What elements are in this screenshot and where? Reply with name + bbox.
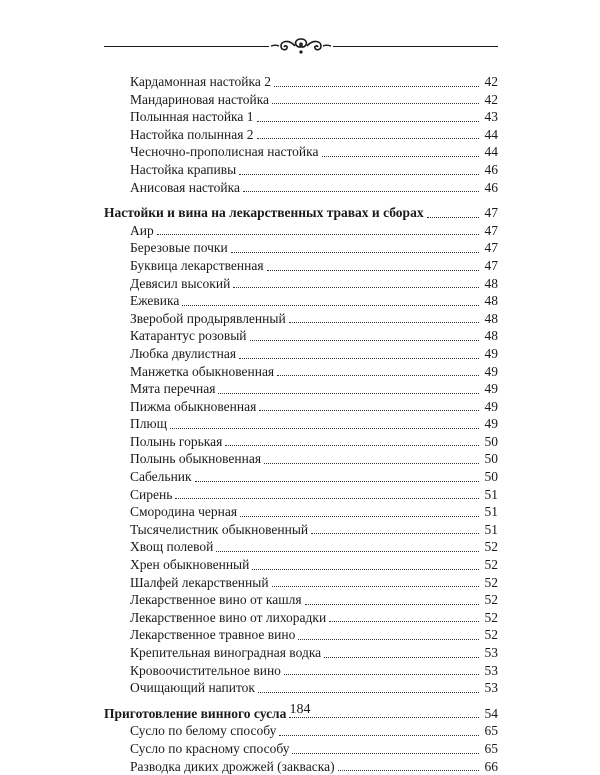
entry-page-number: 51 [484,486,498,502]
section-page-number: 54 [484,705,498,721]
toc-entry [104,126,498,144]
toc-entry [104,398,498,416]
entry-title: Кровоочистительное вино [130,662,281,678]
toc-entry [104,415,498,433]
entry-title: Полынь горькая [130,433,223,449]
entry-page-number: 47 [484,257,498,273]
toc-entry [104,662,498,680]
dot-leader [272,103,479,104]
entry-title: Сирень [130,486,173,502]
entry-page-number: 46 [484,161,498,177]
dot-leader [311,533,479,534]
toc-entry [104,556,498,574]
entry-page-number: 52 [484,592,498,608]
entry-page-number: 47 [484,240,498,256]
toc-entry [104,486,498,504]
dot-leader [277,375,479,376]
dot-leader [257,138,479,139]
toc-entry [104,143,498,161]
entry-title: Хрен обыкновенный [130,557,250,573]
section-title: Приготовление винного сусла [104,705,287,721]
entry-title: Очищающий напиток [130,680,255,696]
toc-entry [104,380,498,398]
entry-title: Хвощ полевой [130,539,214,555]
dot-leader [239,358,479,359]
dot-leader [258,692,479,693]
entry-title: Девясил высокий [130,275,231,291]
toc-entry [104,591,498,609]
toc-entry [104,538,498,556]
dot-leader [322,156,479,157]
dot-leader [231,252,479,253]
dot-leader [272,586,479,587]
entry-title: Ежевика [130,293,180,309]
entry-page-number: 47 [484,222,498,238]
dot-leader [257,121,479,122]
entry-title: Настойка полынная 2 [130,126,254,142]
toc-section-heading [104,204,498,222]
dot-leader [264,463,479,464]
entry-title: Березовые почки [130,240,228,256]
entry-page-number: 53 [484,645,498,660]
dot-leader [216,551,479,552]
entry-page-number: 42 [484,74,498,89]
toc-entry [104,310,498,328]
entry-page-number: 48 [484,310,498,326]
dot-leader [267,270,479,271]
entry-page-number: 52 [484,609,498,625]
entry-title: Пижма обыкновенная [130,398,257,414]
dot-leader [279,735,479,736]
dot-leader [233,287,479,288]
dot-leader [195,481,479,482]
entry-title: Настойка крапивы [130,161,237,177]
entry-page-number: 52 [484,627,498,643]
entry-page-number: 49 [484,381,498,397]
entry-title: Катарантус розовый [130,328,247,344]
toc-entry [104,758,498,775]
section-title: Настойки и вина на лекарственных травах и сборах [104,205,424,221]
dot-leader [329,621,479,622]
entry-page-number: 49 [484,363,498,379]
toc-entry [104,275,498,293]
dot-leader [239,174,479,175]
dot-leader [338,770,479,771]
entry-title: Полынная настойка 1 [130,109,254,125]
entry-title: Шалфей лекарственный [130,574,269,590]
entry-title: Крепительная виноградная водка [130,645,322,660]
toc-entry [104,327,498,345]
entry-page-number: 53 [484,662,498,678]
toc-entry [104,292,498,310]
entry-page-number: 42 [484,91,498,107]
dot-leader [259,410,479,411]
dot-leader [324,657,479,658]
toc-entry [104,73,498,91]
toc-entry [104,574,498,592]
toc-entry [104,722,498,740]
dot-leader [427,217,479,218]
entry-title: Зверобой продырявленный [130,310,286,326]
toc-entry [104,433,498,451]
entry-page-number: 65 [484,723,498,739]
entry-title: Лекарственное травное вино [130,627,296,643]
entry-title: Полынь обыкновенная [130,451,262,467]
entry-title: Буквица лекарственная [130,257,264,273]
dot-leader [284,674,479,675]
page-number: 184 [289,702,311,717]
toc-entry [104,609,498,627]
dot-leader [250,340,479,341]
entry-page-number: 48 [484,328,498,344]
toc-entry [104,644,498,662]
entry-title: Сусло по белому способу [130,723,277,739]
toc-entry [104,239,498,257]
entry-title: Плющ [130,416,167,432]
dot-leader [305,604,479,605]
entry-title: Аир [130,222,154,238]
entry-page-number: 49 [484,345,498,361]
toc-entry [104,363,498,381]
entry-page-number: 49 [484,416,498,432]
dot-leader [252,569,479,570]
entry-page-number: 44 [484,126,498,142]
toc-entry [104,740,498,758]
toc-entry [104,503,498,521]
entry-page-number: 49 [484,398,498,414]
toc-entry [104,450,498,468]
entry-title: Сусло по красному способу [130,740,290,756]
entry-page-number: 50 [484,469,498,485]
entry-page-number: 43 [484,109,498,125]
entry-page-number: 53 [484,680,498,696]
entry-title: Любка двулистная [130,345,237,361]
dot-leader [274,86,479,87]
entry-page-number: 65 [484,740,498,756]
entry-page-number: 52 [484,557,498,573]
entry-page-number: 50 [484,451,498,467]
toc-entry [104,108,498,126]
entry-title: Кардамонная настойка 2 [130,74,271,89]
dot-leader [292,753,479,754]
entry-title: Разводка диких дрожжей (закваска) [130,758,335,774]
toc-entry [104,161,498,179]
dot-leader [243,191,479,192]
entry-title: Мята перечная [130,381,216,397]
toc-entry [104,91,498,109]
entry-title: Манжетка обыкновенная [130,363,275,379]
entry-page-number: 48 [484,275,498,291]
entry-page-number: 52 [484,539,498,555]
dot-leader [298,639,479,640]
scroll-ornament-icon [269,35,333,57]
dot-leader [240,516,479,517]
toc-entry [104,468,498,486]
entry-title: Смородина черная [130,504,238,520]
entry-page-number: 52 [484,574,498,590]
toc-entry [104,521,498,539]
entry-page-number: 48 [484,293,498,309]
toc-entry [104,257,498,275]
dot-leader [218,393,479,394]
entry-page-number: 51 [484,521,498,537]
entry-page-number: 66 [484,758,498,774]
table-of-contents [104,73,498,775]
entry-page-number: 46 [484,179,498,195]
entry-page-number: 50 [484,433,498,449]
toc-entry [104,179,498,197]
section-page-number: 47 [484,205,498,221]
dot-leader [289,322,479,323]
toc-entry [104,345,498,363]
entry-title: Тысячелистник обыкновенный [130,521,309,537]
toc-entry [104,679,498,697]
entry-title: Мандариновая настойка [130,91,270,107]
entry-title: Анисовая настойка [130,179,240,195]
entry-page-number: 44 [484,144,498,160]
entry-title: Сабельник [130,469,192,485]
toc-entry [104,626,498,644]
dot-leader [157,234,479,235]
entry-title: Лекарственное вино от кашля [130,592,302,608]
dot-leader [225,445,479,446]
entry-title: Чесночно-прополисная настойка [130,144,319,160]
entry-title: Лекарственное вино от лихорадки [130,609,327,625]
entry-page-number: 51 [484,504,498,520]
dot-leader [170,428,479,429]
toc-entry [104,222,498,240]
dot-leader [175,498,479,499]
dot-leader [182,305,479,306]
